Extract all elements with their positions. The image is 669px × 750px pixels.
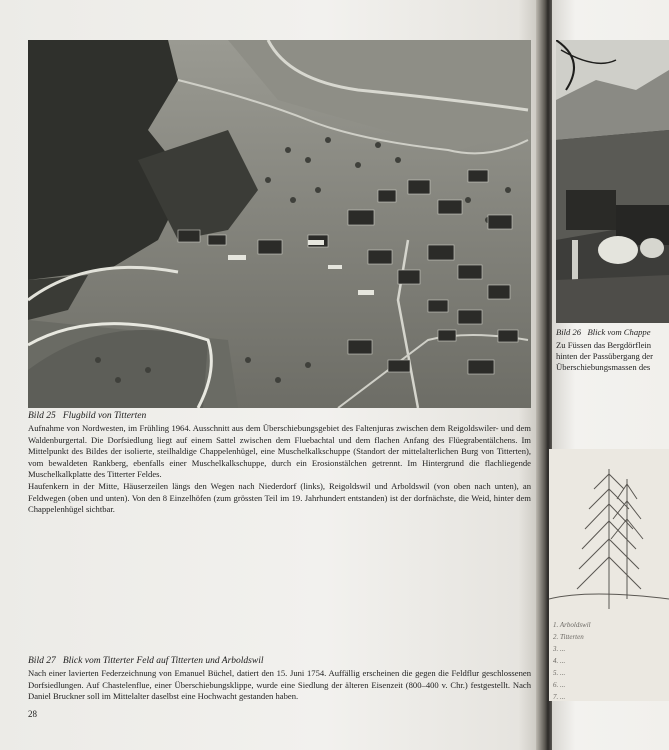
figure-25-title: Flugbild von Titterten (62, 411, 147, 421)
figure-27-title: Blick vom Titterter Feld auf Titterten und Arboldswil (62, 656, 264, 666)
figure-26-line-2: hinten der Passübergang der (556, 351, 653, 361)
sketch-legend-3: 3. ... (553, 645, 566, 653)
sketch-legend-6: 6. ... (553, 681, 566, 689)
sketch-legend-4: 4. ... (553, 657, 566, 665)
figure-26-title: Blick vom Chappe (587, 327, 651, 337)
figure-25-caption-text (28, 423, 531, 516)
figure-26-caption-title (556, 327, 669, 339)
mountain-sheep-drawing (556, 40, 669, 323)
sketch-legend-2: 2. Titterten (553, 633, 584, 641)
figure-26-line-1: Zu Füssen das Bergdörflein (556, 340, 652, 350)
figure-27-caption-title (28, 656, 263, 666)
figure-25-caption-title (28, 411, 146, 421)
figure-25-paragraph-1: Aufnahme von Nordwesten, im Frühling 1964. Ausschnitt aus dem Überschiebungsgebiet des Faltenjuras zwischen dem Reigoldswiler- und dem Waldenburgertal. Die Dorfsiedlung liegt auf einem Sattel zwischen dem Fluebachtal und dem flachen Anfang des Flüegrabentälchens. Im Mittelpunkt des Bildes der isolierte, steilhaldige Chappelenhügel, eine Muschelkalkschuppe (Standort der mittelalterlichen Burg von Titterten), vom bewaldeten Rankberg, ebenfalls einer Muschelkalkschuppe, durch ein Erosionstälchen getrennt. Im Hintergrund die flachliegende Muschelkalkplatte des Titterter Feldes. (28, 423, 531, 480)
pen-drawing-image (549, 449, 669, 701)
figure-27-paragraph-1: Nach einer lavierten Federzeichnung von Emanuel Büchel, datiert den 15. Juni 1754. Auffällig erscheinen die gegen die Feldflur geschlossenen Dorfsiedlungen. Auf Chastelenflue, einer Überschiebungsklippe, wurde eine Siedlung der älteren Eisenzeit (800–400 v. Chr.) festgestellt. Nach Daniel Bruckner soll im Mittelalter daselbst eine Hochwacht gestanden haben. (28, 668, 531, 702)
mountain-sheep-photo (556, 40, 669, 323)
figure-27-caption-text (28, 668, 531, 703)
sketch-legend-1: 1. Arboldswil (553, 621, 591, 629)
figure-26-line-3: Überschiebungsmassen des (556, 362, 651, 372)
figure-26-label: Bild 26 (556, 327, 582, 337)
aerial-photo-drawing (28, 40, 531, 408)
figure-25-paragraph-2: Haufenkern in der Mitte, Häuserzeilen längs den Wegen nach Niederdorf (links), Reigoldswil und Arboldswil (von oben nach unten), an Feldwegen (oben und unten). Von den 8 Einzelhöfen (zum grössten Teil im 19. Jahrhundert entstanden) ist der dorfnächste, die Weid, hinter dem Chappelenhügel sichtbar. (28, 480, 531, 515)
sketch-legend-5: 5. ... (553, 669, 566, 677)
figure-25-label: Bild 25 (28, 411, 56, 421)
pen-drawing-sketch (549, 449, 669, 701)
page-number: 28 (28, 709, 37, 719)
sketch-legend-7: 7. ... (553, 693, 566, 701)
figure-27-label: Bild 27 (28, 656, 56, 666)
aerial-photo-titterten (28, 40, 531, 408)
